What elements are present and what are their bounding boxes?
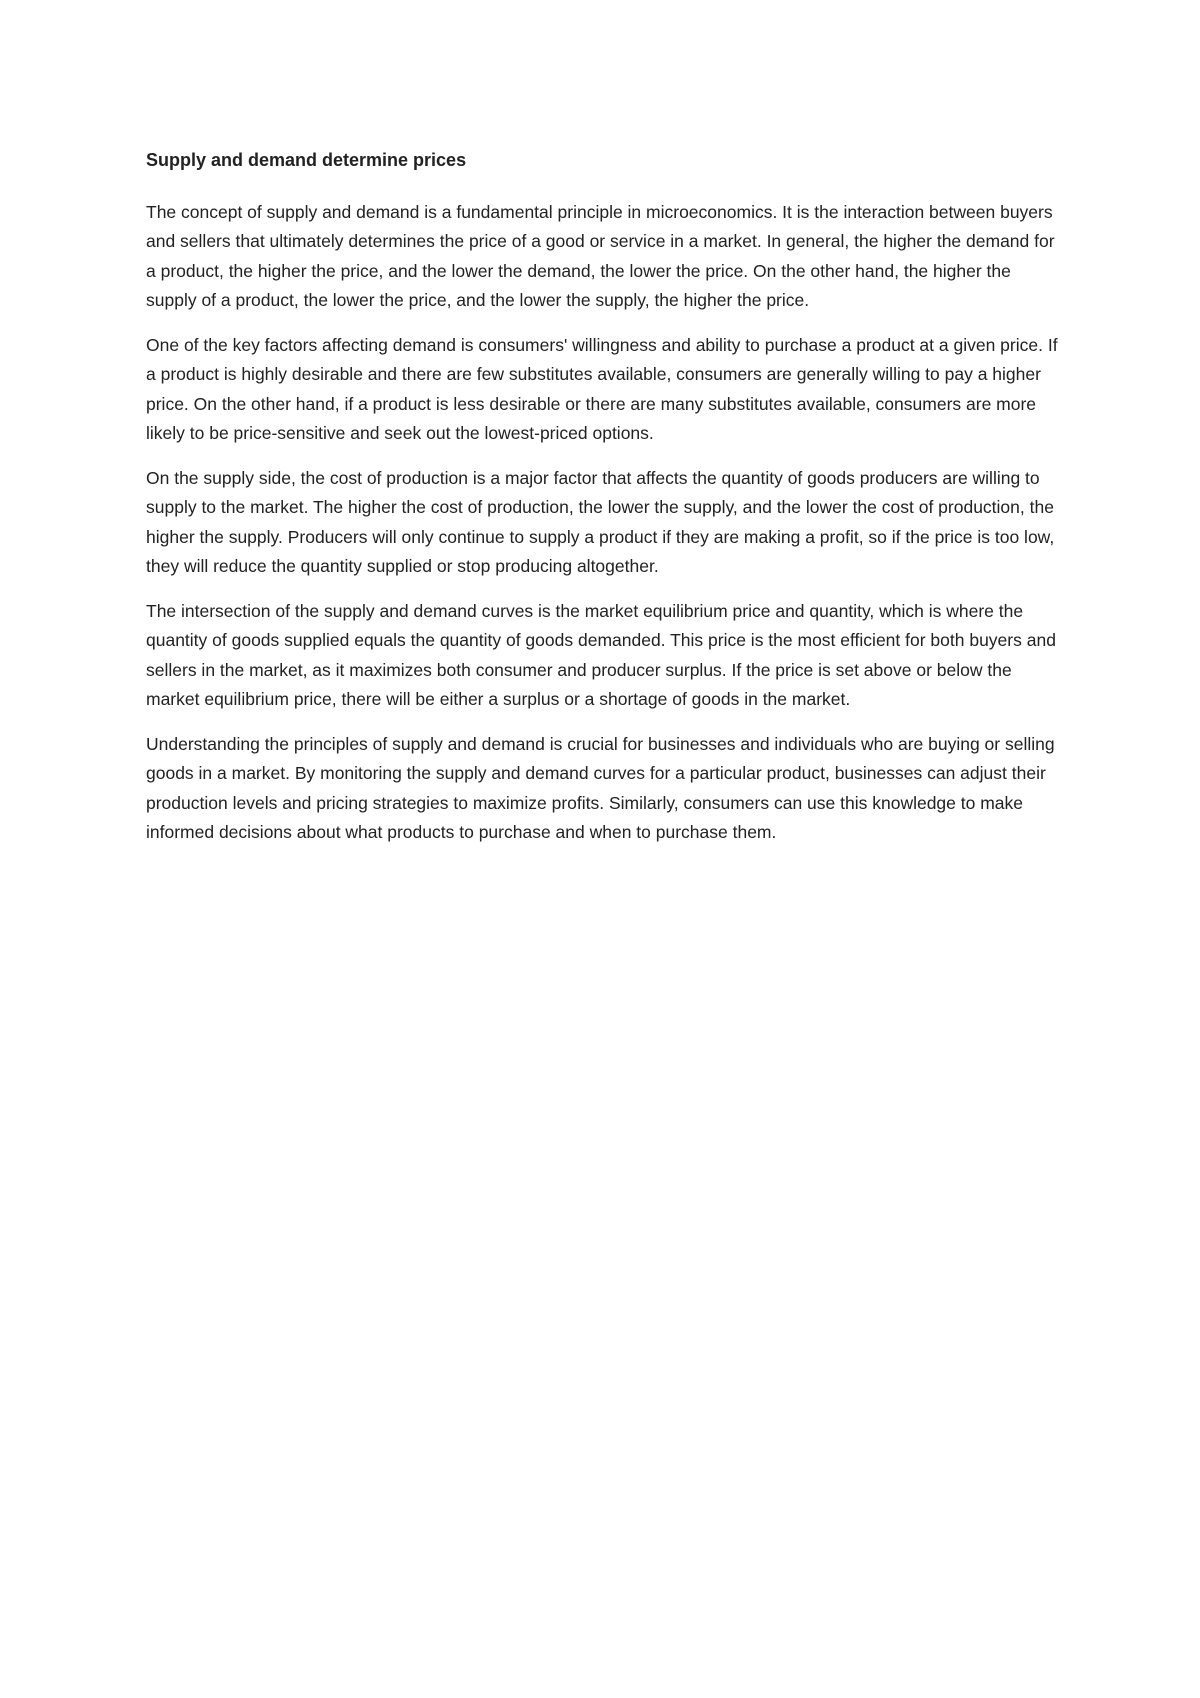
document-title: Supply and demand determine prices: [146, 150, 467, 170]
paragraph-1: The concept of supply and demand is a fundamental principle in microeconomics. It is the interaction between buyers and sellers that ultimately determines the price of a good or service in a market. In general, the higher the demand for a product, the higher the price, and the lower the demand, the lower the price. On the other hand, the higher the supply of a product, the lower the price, and the lower the supply, the higher the price.: [146, 201, 1055, 310]
document-body: [146, 146, 1066, 863]
paragraph-2: One of the key factors affecting demand is consumers' willingness and ability to purchase a product at a given price. If a product is highly desirable and there are few substitutes available, consumers are generally willing to pay a higher price. On the other hand, if a product is less desirable or there are many substitutes available, consumers are more likely to be price-sensitive and seek out the lowest-priced options.: [146, 334, 1058, 443]
paragraph-5: Understanding the principles of supply and demand is crucial for businesses and individuals who are buying or selling goods in a market. By monitoring the supply and demand curves for a particular product, businesses can adjust their production levels and pricing strategies to maximize profits. Similarly, consumers can use this knowledge to make informed decisions about what products to purchase and when to purchase them.: [146, 733, 1055, 842]
paragraph-3: On the supply side, the cost of production is a major factor that affects the quantity of goods producers are willing to supply to the market. The higher the cost of production, the lower the supply, and the lower the cost of production, the higher the supply. Producers will only continue to supply a product if they are making a profit, so if the price is too low, they will reduce the quantity supplied or stop producing altogether.: [146, 467, 1055, 576]
paragraph-4: The intersection of the supply and demand curves is the market equilibrium price and quantity, which is where the quantity of goods supplied equals the quantity of goods demanded. This price is the most efficient for both buyers and sellers in the market, as it maximizes both consumer and producer surplus. If the price is set above or below the market equilibrium price, there will be either a surplus or a shortage of goods in the market.: [146, 600, 1056, 709]
